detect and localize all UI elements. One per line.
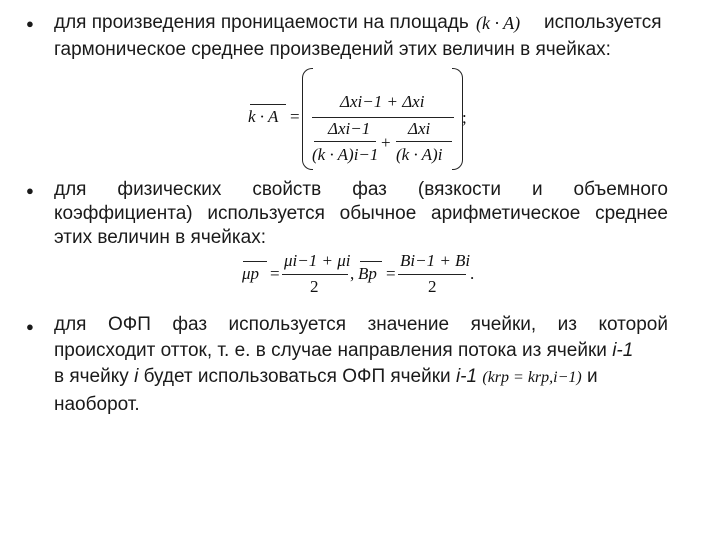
formula1-term1-num: Δxi−1	[328, 119, 371, 138]
item3-line2	[54, 340, 668, 362]
formula2-b-bar	[398, 274, 466, 275]
inline-formula-k-a: (k · A)	[476, 13, 521, 33]
item3-line2-text: происходит отток, т. е. в случае направления потока из ячейки	[54, 340, 607, 361]
item3-line3-b: будет использоваться ОФП ячейки	[143, 366, 451, 387]
bullet-2: ●	[26, 183, 34, 198]
formula1-numerator: Δxi−1 + Δxi	[340, 92, 425, 111]
formula1-term1-den: (k · A)i−1	[312, 145, 379, 164]
formula1-eq: =	[290, 107, 300, 126]
item2-line1: для физических свойств фаз (вязкости и объемного	[54, 179, 668, 200]
formula2-b-denominator: 2	[428, 277, 437, 296]
formula2-mu-bar	[282, 274, 348, 275]
formula1-term2-bar	[396, 141, 452, 142]
formula2-mu-overline	[243, 261, 267, 262]
bullet-3: ●	[26, 319, 34, 334]
formula2-mu-numerator: μi−1 + μi	[284, 251, 351, 270]
item3-line1: для ОФП фаз используется значение ячейки, из которой	[54, 314, 668, 335]
formula2-b-overline	[360, 261, 382, 262]
item1-line1-a: для произведения проницаемости на площадь	[54, 12, 469, 33]
formula2-comma: ,	[350, 264, 355, 283]
formula2-mu: μp	[242, 264, 260, 283]
item3-line3-i: i	[134, 366, 139, 387]
formula1-term2-den: (k · A)i	[396, 145, 443, 164]
formula1-semicolon: ;	[462, 108, 467, 127]
item3-line3-c: i-1	[455, 366, 478, 387]
item3-line3-d: и	[587, 366, 598, 387]
item3-line2-index: i-1	[612, 340, 634, 361]
formula1-lhs: k · A	[248, 107, 279, 126]
formula2-mu-denominator: 2	[310, 277, 319, 296]
formula1-term1-bar	[314, 141, 376, 142]
formula1-term2-num: Δxi	[408, 119, 431, 138]
formula2-b-numerator: Bi−1 + Bi	[400, 251, 471, 270]
formula1-plus: +	[381, 133, 391, 152]
formula1-lhs-overline	[250, 104, 286, 105]
item1-line2: гармоническое среднее произведений этих величин в ячейках:	[54, 39, 611, 60]
item3-line3-a: в ячейку	[54, 366, 129, 387]
item2-line3: этих величин в ячейках:	[54, 227, 266, 248]
formula2-b: Bp	[358, 264, 377, 283]
item3-krp-formula: (krp = krp,i−1)	[482, 369, 582, 386]
formula1-main-fraction-bar	[312, 117, 454, 118]
item1-line1-b: используется	[544, 12, 662, 33]
formula2-eq2: =	[386, 264, 396, 283]
item3-line3	[54, 366, 674, 389]
bullet-1: ●	[26, 16, 34, 31]
item3-line4: наоборот.	[54, 394, 140, 415]
formula2-eq1: =	[270, 264, 280, 283]
item2-line2: коэффициента) используется обычное арифметическое среднее	[54, 203, 668, 224]
formula2-period: .	[470, 264, 475, 283]
